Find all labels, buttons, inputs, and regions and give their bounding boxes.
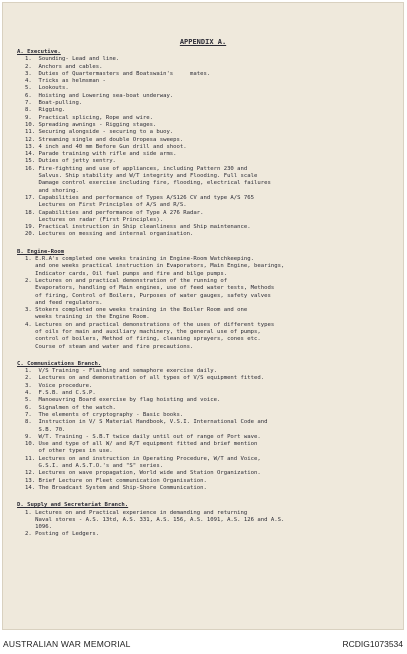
document-page xyxy=(2,2,404,630)
list-item: Naval stores - A.S. 13td, A.S. 331, A.S. 156, A.S. 1091, A.S. 126 and A.S. xyxy=(25,516,285,523)
section-spacer xyxy=(17,239,393,246)
list-item: 14. The Broadcast System and Ship-Shore Communication. xyxy=(25,484,207,491)
list-item: and shoring. xyxy=(25,187,79,194)
section-heading: C. Communications Branch. xyxy=(17,360,102,367)
archive-credit: AUSTRALIAN WAR MEMORIAL xyxy=(3,639,131,649)
list-item: 7. Boat-pulling. xyxy=(25,100,83,107)
list-item: 10. Use and type of all W/ and R/T equipment fitted and brief mention xyxy=(25,441,258,448)
list-item: 19. Practical instruction in Ship cleanliness and Ship maintenance. xyxy=(25,224,251,231)
page-title: APPENDIX A. xyxy=(179,38,227,46)
list-item: 16. Fire-fighting and use of appliances, including Pattern 230 and xyxy=(25,165,248,172)
list-item: 13. Brief Lecture on Fleet communication Organisation. xyxy=(25,477,207,484)
list-item: Damage control exercise including fire, flooding, electrical failures xyxy=(25,180,271,187)
list-item: of firing, Control of Boilers, Purposes of water gauges, safety valves xyxy=(25,292,271,299)
list-item: control of boilers, Method of firing, cleaning sprayers, cones etc. xyxy=(25,336,261,343)
list-item: of other types in use. xyxy=(25,448,113,455)
list-item: 17. Capabilities and performance of Types A/S126 CV and type A/S 765 xyxy=(25,194,255,201)
section-heading: A. Executive. xyxy=(17,49,61,55)
list-item: 15. Duties of jetty sentry. xyxy=(25,158,116,165)
list-item: and one weeks practical instruction in Evaporators, Main Engine, bearings, xyxy=(25,263,285,270)
section-spacer xyxy=(17,492,393,499)
record-id: RCDIG1073534 xyxy=(342,639,403,649)
list-item: 5. Manoeuvring Board exercise by flag hoisting and voice. xyxy=(25,397,221,404)
list-item: 12. Lectures on wave propagation, World wide and Station Organization. xyxy=(25,470,261,477)
list-item: 1. V/S Training - Flashing and semaphore exercise daily. xyxy=(25,368,217,375)
list-item: 18. Capabilities and performance of Type A 276 Radar. xyxy=(25,209,204,216)
section-heading: D. Supply and Secretariat Branch. xyxy=(17,502,129,509)
list-item: 1. Lectures on and Practical experience in demanding and returning xyxy=(25,509,248,516)
list-item: G.S.I. and A.S.T.O.'s and "S" series. xyxy=(25,463,164,470)
list-item: weeks training in the Engine Room. xyxy=(25,314,150,321)
list-item: and feed regulators. xyxy=(25,299,103,306)
section-spacer xyxy=(17,351,393,358)
list-item: Course of steam and water and fire precautions. xyxy=(25,343,194,350)
list-item: 3. Stokers completed one weeks training in the Boiler Room and one xyxy=(25,307,248,314)
list-item: 14. Parade training with rifle and side arms. xyxy=(25,151,177,158)
list-item: 6. Signalmen of the watch. xyxy=(25,404,116,411)
list-item: 4. Tricks as helmsman - xyxy=(25,78,106,85)
list-item: 11. Lectures on and instruction in Operating Procedure, W/T and Voice, xyxy=(25,455,261,462)
list-item: 11. Securing alongside - securing to a buoy. xyxy=(25,129,174,136)
list-item: Evaporators, handling of Main engines, use of feed water tests, Methods xyxy=(25,285,275,292)
list-item: 6. Hoisting and Lowering sea-boat underway. xyxy=(25,92,174,99)
list-item: S.B. 70. xyxy=(25,426,66,433)
list-item: of oils for main and auxiliary machinery, the general use of pumps, xyxy=(25,328,261,335)
list-item: Indicator cards, Oil fuel pumps and fire and bilge pumps. xyxy=(25,270,228,277)
list-item: 9. W/T. Training - S.B.T twice daily until out of range of Port wave. xyxy=(25,433,261,440)
list-item: 4. F.S.B. and C.S.P. xyxy=(25,390,96,397)
section-heading: B. Engine-Room xyxy=(17,248,65,255)
list-item: 4. Lectures on and practical demonstrations of the uses of different types xyxy=(25,321,275,328)
list-item: 10. Spreading awnings - Rigging stages. xyxy=(25,121,157,128)
list-item: Lectures on First Principles of A/S and R/S. xyxy=(25,202,187,209)
list-item: 3. Duties of Quartermasters and Boatswain's mates. xyxy=(25,70,211,77)
list-item: 2. Anchors and cables. xyxy=(25,63,103,70)
list-item: Salvus. Ship stability and W/T integrity and Flooding. Full scale xyxy=(25,173,258,180)
list-item: 8. Rigging. xyxy=(25,107,66,114)
list-item: 12. Streaming single and double Oropesa sweeps. xyxy=(25,136,184,143)
list-item: 5. Lookouts. xyxy=(25,85,69,92)
list-item: 2. Posting of Ledgers. xyxy=(25,531,100,538)
list-item: 8. Instruction in V/ S Material Handbook, V.S.I. International Code and xyxy=(25,419,268,426)
list-item: 2. Lectures on and practical demonstration of the running of xyxy=(25,277,228,284)
list-item: 1. Sounding- Lead and line. xyxy=(25,56,120,63)
list-item: 2. Lectures on and demonstration of all types of V/S equipment fitted. xyxy=(25,375,265,382)
archive-footer xyxy=(0,639,407,651)
list-item: 20. Lectures on messing and internal organisation. xyxy=(25,231,194,238)
document-body xyxy=(17,49,393,539)
list-item: Lectures on radar (First Principles). xyxy=(25,216,164,223)
list-item: 1. E.R.A's completed one weeks training in Engine-Room Watchkeeping. xyxy=(25,256,255,263)
list-item: 7. The elements of cryptography - Basic books. xyxy=(25,411,184,418)
list-item: 3. Voice procedure. xyxy=(25,382,93,389)
list-item: 13. 4 inch and 40 mm Before Gun drill and shoot. xyxy=(25,143,187,150)
list-item: 9. Practical splicing, Rope and wire. xyxy=(25,114,153,121)
list-item: 1096. xyxy=(25,524,52,531)
